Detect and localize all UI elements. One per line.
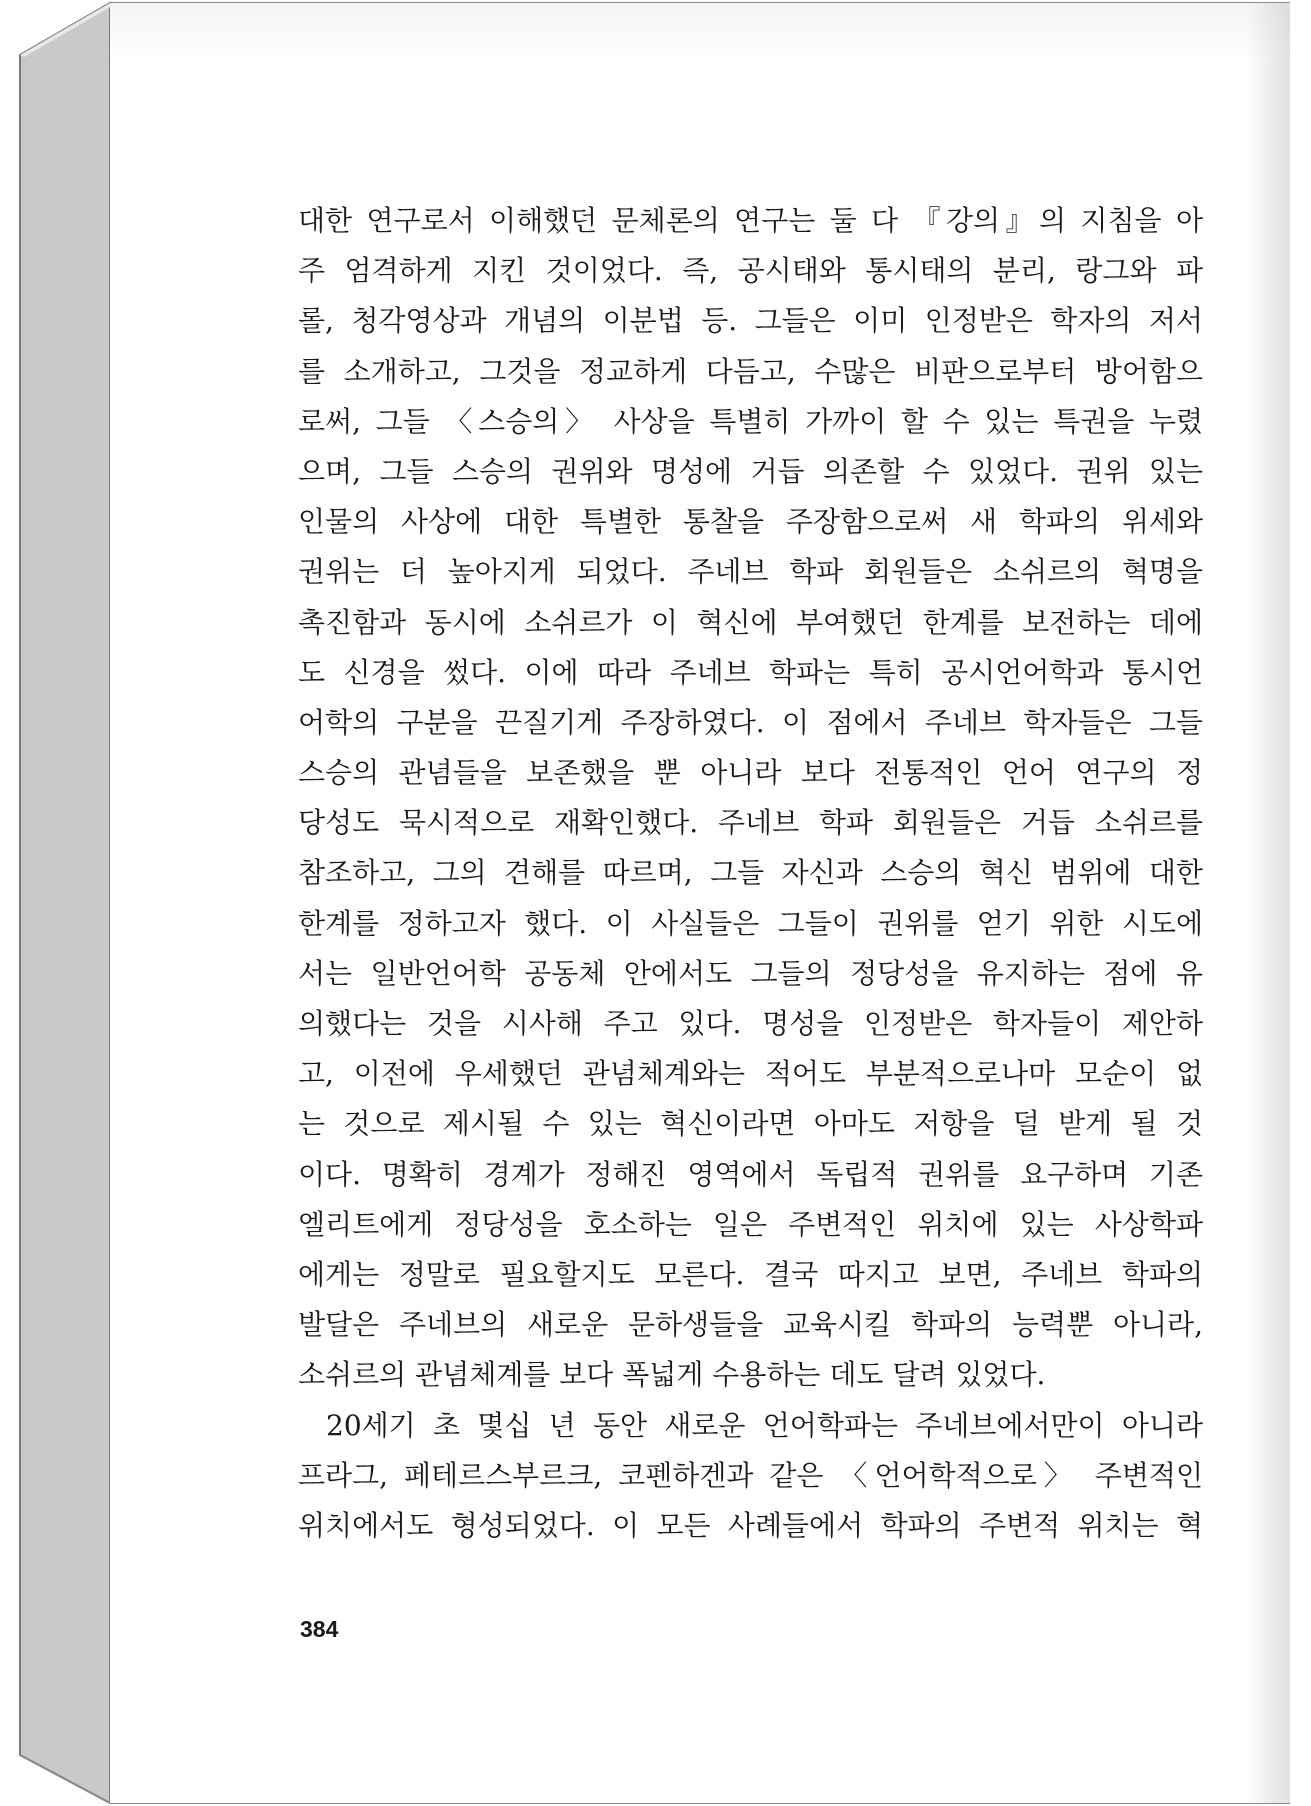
text-line: 에게는 정말로 필요할지도 모른다. 결국 따지고 보면, 주네브 학파의 [298, 1257, 1203, 1291]
text-line: 프라그, 페테르스부르크, 코펜하겐과 같은 〈언어학적으로〉 주변적인 [298, 1458, 1203, 1492]
text-line: 도 신경을 썼다. 이에 따라 주네브 학파는 특히 공시언어학과 통시언 [298, 655, 1203, 689]
text-line: 으며, 그들 스승의 권위와 명성에 거듭 의존할 수 있었다. 권위 있는 [298, 454, 1203, 488]
text-line: 촉진함과 동시에 소쉬르가 이 혁신에 부여했던 한계를 보전하는 데에 [298, 605, 1203, 639]
text-line: 대한 연구로서 이해했던 문체론의 연구는 둘 다 『강의』의 지침을 아 [298, 204, 1203, 237]
paragraph-1 [298, 196, 1203, 1401]
text-line: 어학의 구분을 끈질기게 주장하였다. 이 점에서 주네브 학자들은 그들 [298, 705, 1203, 739]
text-line: 위치에서도 형성되었다. 이 모든 사례들에서 학파의 주변적 위치는 혁 [298, 1508, 1203, 1542]
paragraph-2 [298, 1401, 1203, 1552]
text-line: 스승의 관념들을 보존했을 뿐 아니라 보다 전통적인 언어 연구의 정 [298, 756, 1203, 790]
text-line: 의했다는 것을 시사해 주고 있다. 명성을 인정받은 학자들이 제안하 [298, 1007, 1203, 1040]
text-line: 발달은 주네브의 새로운 문하생들을 교육시킬 학파의 능력뿐 아니라, [298, 1308, 1203, 1342]
text-line: 한계를 정하고자 했다. 이 사실들은 그들이 권위를 얻기 위한 시도에 [298, 906, 1203, 940]
text-line: 이다. 명확히 경계가 정해진 영역에서 독립적 권위를 요구하며 기존 [298, 1157, 1203, 1191]
text-line: 인물의 사상에 대한 특별한 통찰을 주장함으로써 새 학파의 위세와 [298, 505, 1203, 539]
text-line: 고, 이전에 우세했던 관념체계와는 적어도 부분적으로나마 모순이 없 [298, 1057, 1203, 1091]
text-line: 서는 일반언어학 공동체 안에서도 그들의 정당성을 유지하는 점에 유 [298, 956, 1203, 990]
text-line: 참조하고, 그의 견해를 따르며, 그들 자신과 스승의 혁신 범위에 대한 [298, 856, 1203, 890]
text-line: 권위는 더 높아지게 되었다. 주네브 학파 회원들은 소쉬르의 혁명을 [298, 555, 1203, 589]
page-number: 384 [300, 1616, 339, 1642]
text-line: 소쉬르의 관념체계를 보다 폭넓게 수용하는 데도 달려 있었다. [298, 1358, 1046, 1392]
text-line: 롤, 청각영상과 개념의 이분법 등. 그들은 이미 인정받은 학자의 저서 [298, 304, 1203, 338]
text-line: 엘리트에게 정당성을 호소하는 일은 주변적인 위치에 있는 사상학파 [298, 1207, 1203, 1241]
text-line: 는 것으로 제시될 수 있는 혁신이라면 아마도 저항을 덜 받게 될 것 [298, 1107, 1203, 1141]
page-top-shade [110, 3, 1290, 63]
body-text [298, 196, 1203, 1551]
text-line: 주 엄격하게 지킨 것이었다. 즉, 공시태와 통시태의 분리, 랑그와 파 [298, 254, 1203, 288]
text-line: 당성도 묵시적으로 재확인했다. 주네브 학파 회원들은 거듭 소쉬르를 [298, 806, 1203, 840]
text-line: 를 소개하고, 그것을 정교하게 다듬고, 수많은 비판으로부터 방어함으 [298, 354, 1203, 388]
book-side-face [20, 3, 110, 1803]
text-line: 20세기 초 몇십 년 동안 새로운 언어학파는 주네브에서만이 아니라 [326, 1408, 1203, 1442]
page-right-shade [1245, 3, 1290, 1803]
text-line: 로써, 그들 〈스승의〉 사상을 특별히 가까이 할 수 있는 특권을 누렸 [298, 404, 1203, 438]
